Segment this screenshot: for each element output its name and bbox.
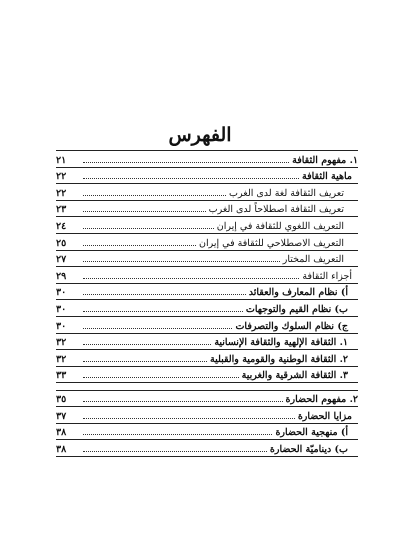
toc-entry-label: تعريف الثقافة لغة لدى الغرب (229, 187, 344, 199)
toc-row[interactable] (56, 151, 358, 168)
dot-leader (83, 227, 214, 229)
toc-entry-label: أ) منهجية الحضارة (275, 427, 348, 439)
dot-leader (83, 310, 243, 312)
toc-entry-label: ١. مفهوم الثقافة (292, 154, 358, 166)
toc-page-number: ٢٣ (56, 204, 67, 216)
dot-leader (83, 293, 246, 295)
toc-entry-label: ٣. الثقافة الشرقية والغربية (241, 370, 348, 382)
toc-entry-label: ١. الثقافة الإلهية والثقافة الإنسانية (214, 337, 348, 349)
toc-row[interactable] (56, 184, 358, 201)
toc-row[interactable] (56, 300, 358, 317)
toc-entry-label: ٢. الثقافة الوطنية والقومية والقبلية (210, 353, 348, 365)
toc-page-number: ٢٧ (56, 254, 67, 266)
page-title: الفهرس (168, 124, 232, 146)
toc-row[interactable] (56, 267, 358, 284)
dot-leader (83, 260, 280, 262)
toc-row[interactable] (56, 284, 358, 301)
toc-entry-label: التعريف الاصطلاحي للثقافة في إيران (198, 237, 344, 249)
toc-page-number: ٣٠ (56, 303, 67, 315)
dot-leader (83, 343, 211, 345)
dot-leader (83, 194, 226, 196)
toc-entry-label: تعريف الثقافة اصطلاحاً لدى الغرب (208, 204, 344, 216)
dot-leader (83, 244, 196, 246)
toc-entry-label: أجزاء الثقافة (302, 270, 352, 282)
toc-entry-label: ماهية الثقافة (302, 171, 352, 183)
toc-page-number: ٣٨ (56, 427, 67, 439)
toc-entry-label: ج) نظام السلوك والتصرفات (235, 320, 348, 332)
toc-row[interactable] (56, 317, 358, 334)
dot-leader (83, 210, 206, 212)
toc-page-number: ٣٠ (56, 320, 67, 332)
toc-row[interactable] (56, 407, 358, 424)
toc-entry-label: ٢. مفهوم الحضارة (285, 393, 358, 405)
toc-page-number: ٣٨ (56, 443, 67, 455)
dot-leader (83, 360, 207, 362)
toc-page-number: ٢١ (56, 154, 67, 166)
dot-leader (83, 327, 232, 329)
toc-entry-label: ب) ديناميّة الحضارة (269, 443, 348, 455)
toc-entry-label: مزايا الحضارة (297, 410, 352, 422)
toc-entry-label: التعريف المختار (282, 254, 344, 266)
toc-row[interactable] (56, 201, 358, 218)
toc-row[interactable] (56, 334, 358, 351)
toc-page-number: ٣٢ (56, 337, 67, 349)
toc-row[interactable] (56, 168, 358, 185)
dot-leader (83, 376, 239, 378)
toc-page-number: ٣٥ (56, 393, 67, 405)
toc-row[interactable] (56, 251, 358, 268)
toc-entry-label: ب) نظام القيم والتوجهات (245, 303, 348, 315)
toc-page-number: ٢٩ (56, 270, 67, 282)
toc-row[interactable] (56, 350, 358, 367)
toc-page-number: ٢٥ (56, 237, 67, 249)
toc-page-number: ٣٣ (56, 370, 67, 382)
toc-row[interactable] (56, 440, 358, 457)
dot-leader (83, 417, 295, 419)
toc-page-number: ٢٤ (56, 220, 67, 232)
toc-page-number: ٢٢ (56, 171, 67, 183)
toc-row[interactable] (56, 367, 358, 384)
table-of-contents (56, 150, 358, 457)
toc-row[interactable] (56, 217, 358, 234)
toc-entry-label: أ) نظام المعارف والعقائد (248, 287, 348, 299)
dot-leader (83, 433, 272, 435)
toc-row[interactable] (56, 234, 358, 251)
dot-leader (83, 450, 267, 452)
toc-row[interactable] (56, 424, 358, 441)
dot-leader (83, 177, 299, 179)
dot-leader (83, 161, 289, 163)
toc-page-number: ٣٧ (56, 410, 67, 422)
dot-leader (83, 277, 299, 279)
toc-page-number: ٢٢ (56, 187, 67, 199)
dot-leader (83, 400, 283, 402)
toc-page-number: ٣٢ (56, 353, 67, 365)
toc-page-number: ٣٠ (56, 287, 67, 299)
toc-row[interactable] (56, 390, 358, 407)
toc-entry-label: التعريف اللغوي للثقافة في إيران (216, 220, 344, 232)
